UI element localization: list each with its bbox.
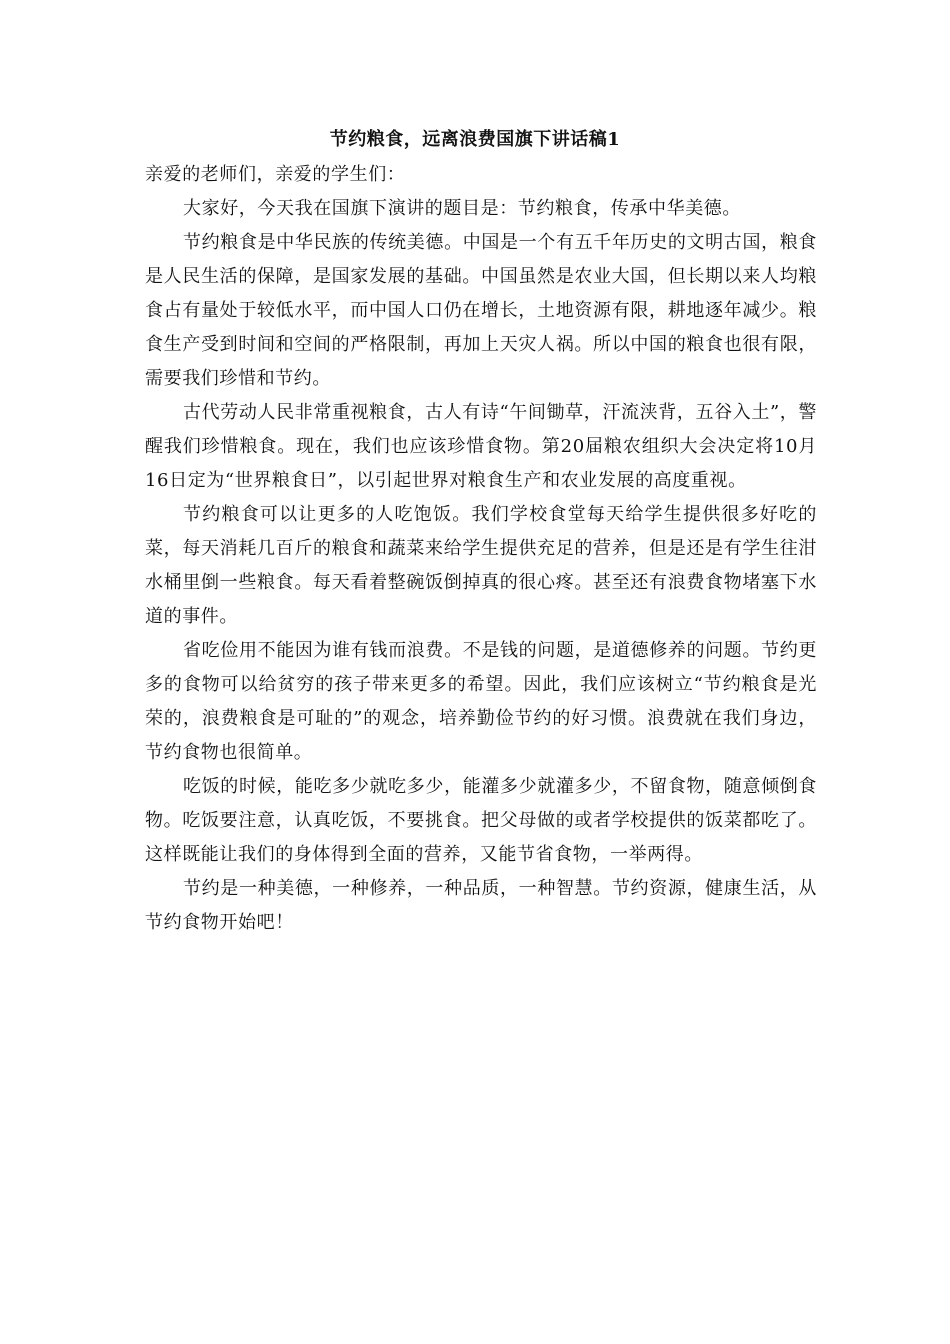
paragraph-habits: 吃饭的时候，能吃多少就吃多少，能灌多少就灌多少，不留食物，随意倾倒食物。吃饭要注意，认真吃饭，不要挑食。把父母做的或者学校提供的饭菜都吃了。这样既能让我们的身体得到全面的营养，又能节省食物，一举两得。 bbox=[145, 776, 817, 865]
document-title: 节约粮食，远离浪费国旗下讲话稿1 bbox=[329, 129, 621, 150]
paragraph-conclusion: 节约是一种美德，一种修养，一种品质，一种智慧。节约资源，健康生活，从节约食物开始吧！ bbox=[145, 878, 817, 933]
salutation: 亲爱的老师们，亲爱的学生们： bbox=[145, 164, 406, 185]
paragraph-tradition: 节约粮食是中华民族的传统美德。中国是一个有五千年历史的文明古国，粮食是人民生活的保障，是国家发展的基础。中国虽然是农业大国，但长期以来人均粮食占有量处于较低水平，而中国人口仍在增长，土地资源有限，耕地逐年减少。粮食生产受到时间和空间的严格限制，再加上天灾人祸。所以中国的粮食也很有限，需要我们珍惜和节约。 bbox=[145, 232, 817, 389]
paragraph-history: 古代劳动人民非常重视粮食，古人有诗“午间锄草，汗流浃背，五谷入土”，警醒我们珍惜粮食。现在，我们也应该珍惜食物。第20届粮农组织大会决定将10月16日定为“世界粮食日”，以引起世界对粮食生产和农业发展的高度重视。 bbox=[145, 402, 817, 491]
paragraph-morality: 省吃俭用不能因为谁有钱而浪费。不是钱的问题，是道德修养的问题。节约更多的食物可以给贫穷的孩子带来更多的希望。因此，我们应该树立“节约粮食是光荣的，浪费粮食是可耻的”的观念，培养勤俭节约的好习惯。浪费就在我们身边，节约食物也很简单。 bbox=[145, 640, 817, 763]
paragraph-school: 节约粮食可以让更多的人吃饱饭。我们学校食堂每天给学生提供很多好吃的菜，每天消耗几百斤的粮食和蔬菜来给学生提供充足的营养，但是还是有学生往泔水桶里倒一些粮食。每天看着整碗饭倒掉真的很心疼。甚至还有浪费食物堵塞下水道的事件。 bbox=[145, 504, 817, 627]
document-body bbox=[145, 158, 817, 940]
paragraph-greeting: 大家好，今天我在国旗下演讲的题目是：节约粮食，传承中华美德。 bbox=[183, 198, 741, 219]
